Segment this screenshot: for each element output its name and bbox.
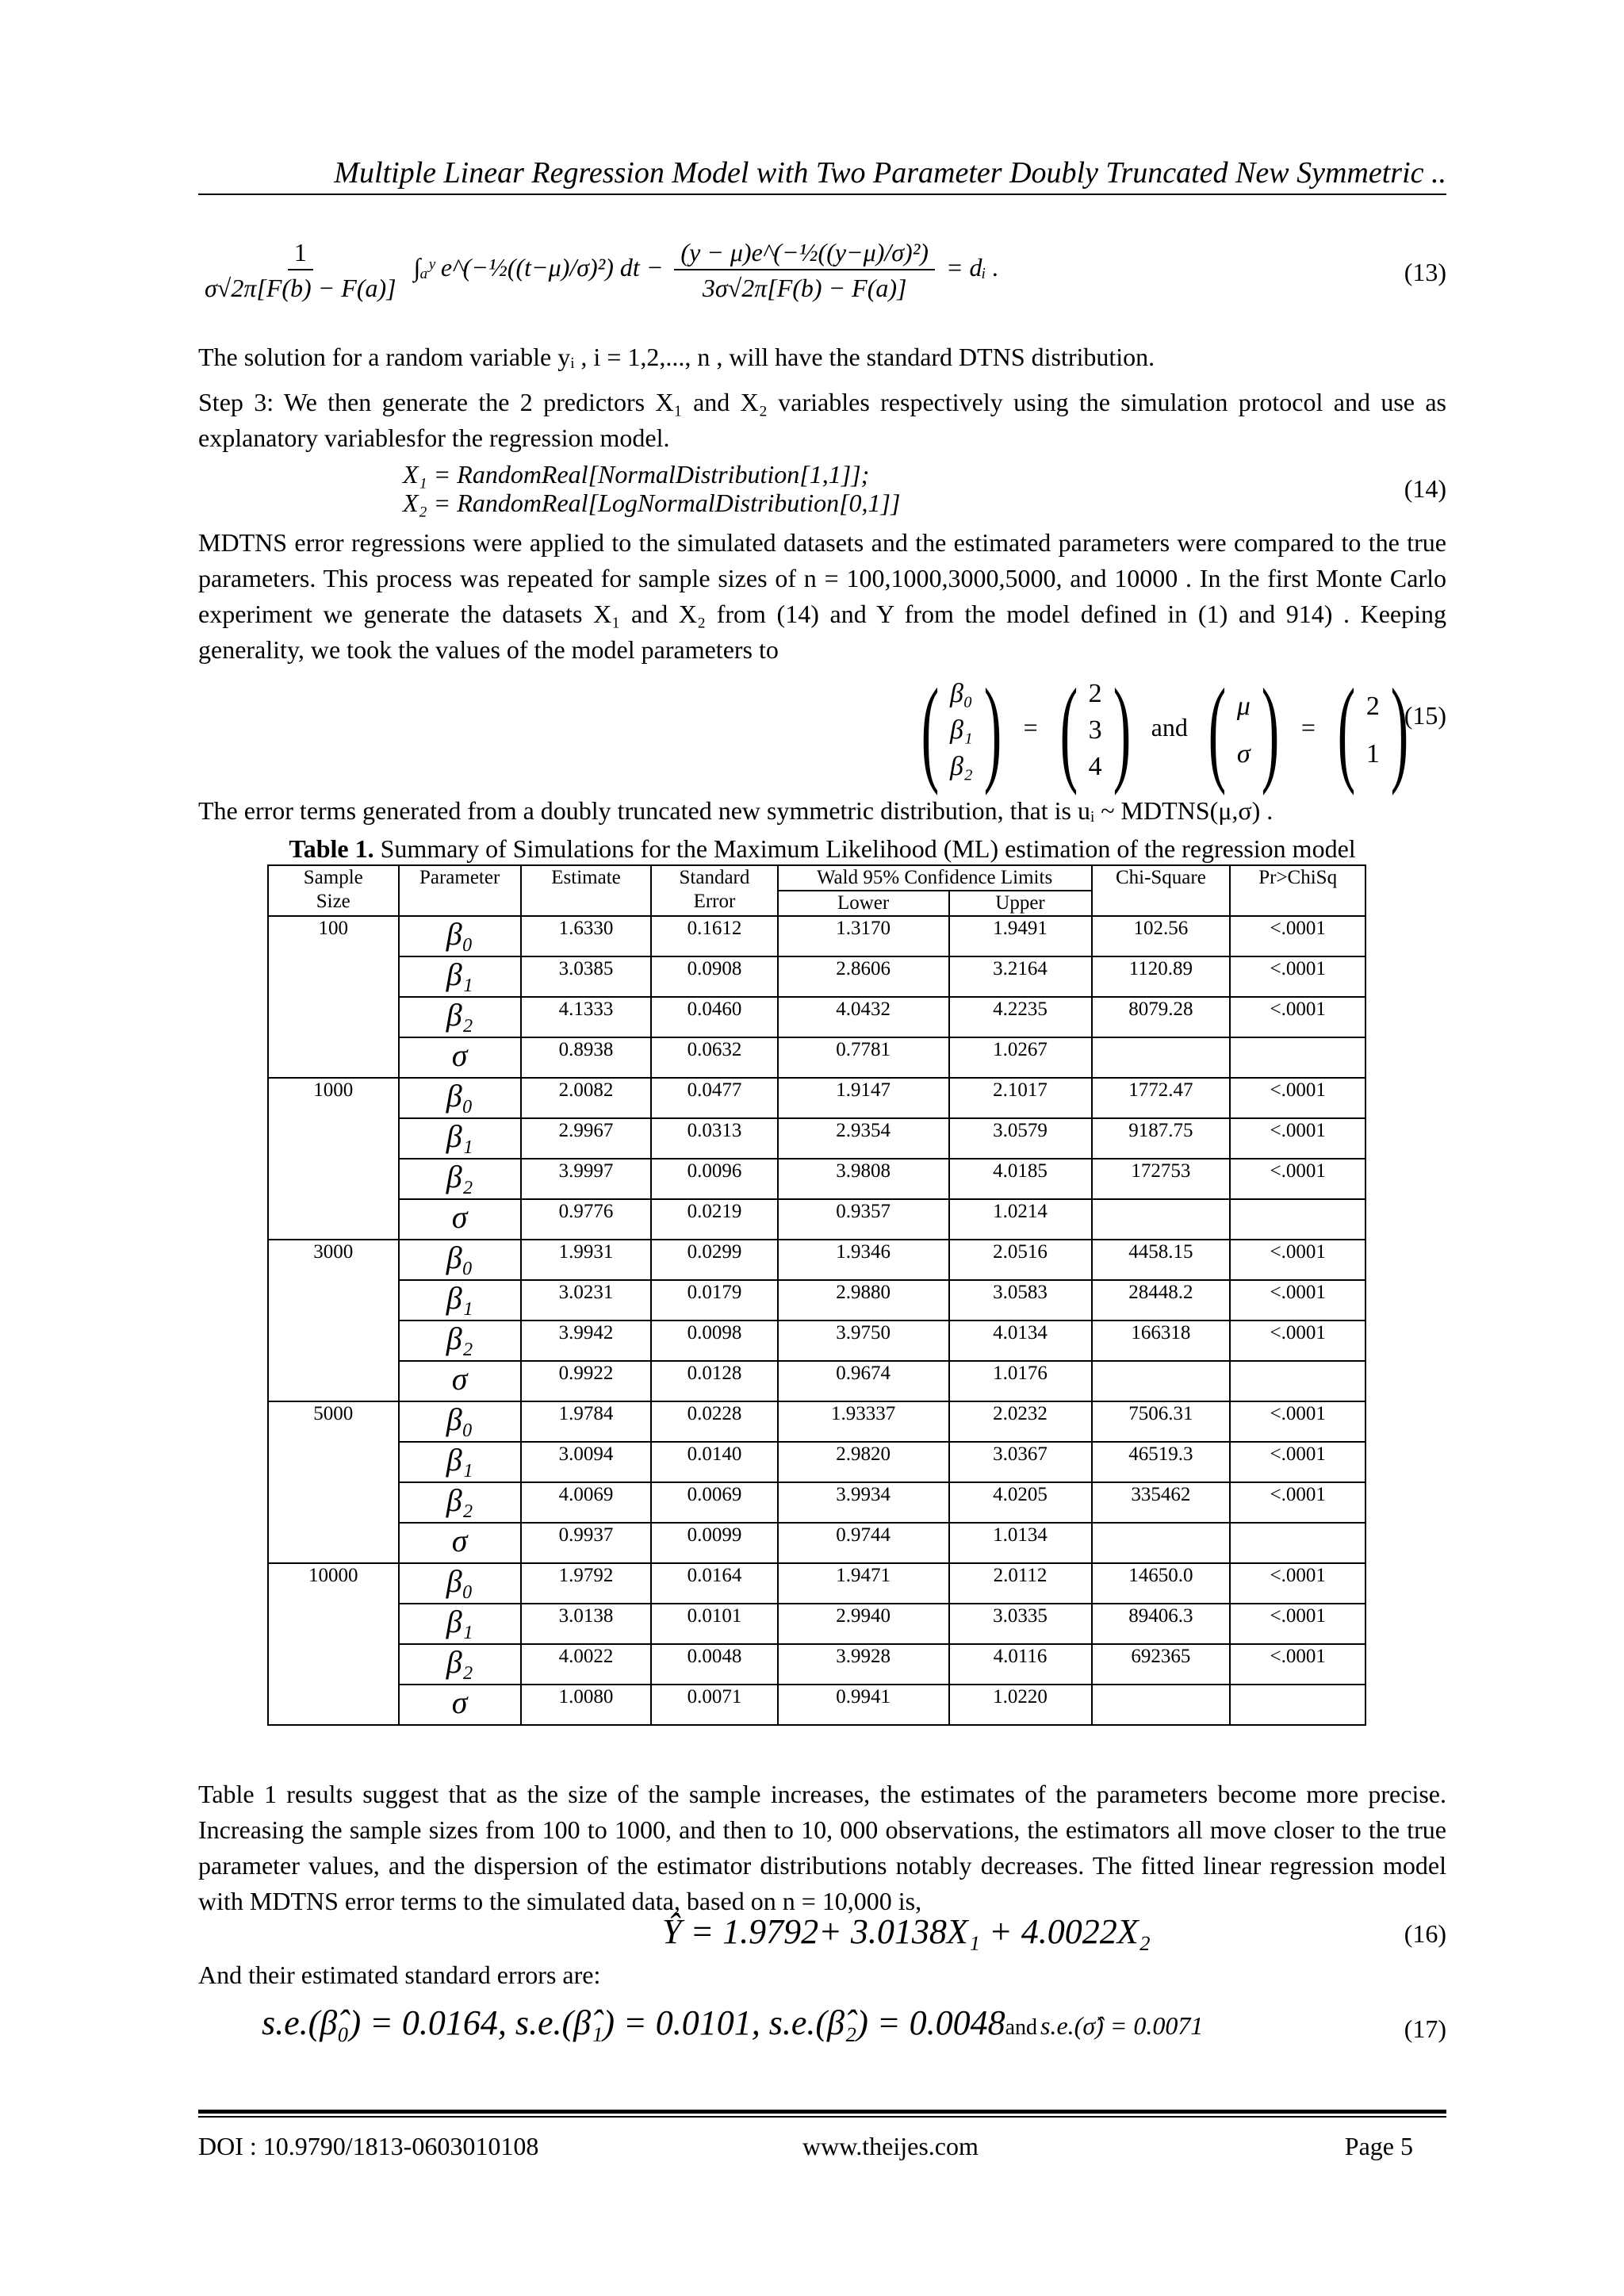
cell-lower: 1.9346 [778,1240,949,1280]
cell-chi-square: 9187.75 [1092,1118,1231,1159]
cell-std-error: 0.1612 [651,916,777,956]
paragraph-error-terms: The error terms generated from a doubly truncated new symmetric distribution, that is uᵢ ~ MDTNS(μ,σ) . [198,796,1274,825]
cell-std-error: 0.0477 [651,1078,777,1118]
cell-lower: 3.9934 [778,1482,949,1523]
header-pr-chisq: Pr>ChiSq [1230,865,1365,916]
cell-pr-chisq [1230,1037,1365,1078]
cell-parameter: β₁ [399,1118,521,1159]
cell-parameter: σ [399,1685,521,1725]
table-row [268,1442,1365,1482]
cell-lower: 2.8606 [778,956,949,997]
header-upper: Upper [949,891,1092,916]
cell-parameter: β₀ [399,1401,521,1442]
cell-estimate: 1.6330 [521,916,652,956]
table-row [268,1644,1365,1685]
cell-pr-chisq [1230,1685,1365,1725]
cell-chi-square: 8079.28 [1092,997,1231,1037]
cell-estimate: 4.0069 [521,1482,652,1523]
cell-pr-chisq: <.0001 [1230,1320,1365,1361]
eq15-beta1: β₁ [949,715,973,745]
cell-upper: 2.0232 [949,1401,1092,1442]
equation-14 [403,460,900,517]
eq15-mu-sigma-values: ( 2 1 ) [1337,665,1409,796]
eq13-rhs: = dᵢ . [945,253,999,282]
cell-std-error: 0.0098 [651,1320,777,1361]
equation-number-16: (16) [1404,1919,1446,1948]
cell-std-error: 0.0069 [651,1482,777,1523]
cell-pr-chisq: <.0001 [1230,1644,1365,1685]
table-row [268,916,1365,956]
cell-estimate: 1.0080 [521,1685,652,1725]
cell-pr-chisq: <.0001 [1230,1240,1365,1280]
eq15-val2: 4 [1088,752,1102,781]
cell-parameter: β₂ [399,1482,521,1523]
cell-lower: 3.9928 [778,1644,949,1685]
eq13-frac2-numerator: (y − μ)e^(−½((y−μ)/σ)²) [674,238,935,270]
cell-pr-chisq: <.0001 [1230,1563,1365,1604]
cell-std-error: 0.0908 [651,956,777,997]
cell-upper: 4.0205 [949,1482,1092,1523]
cell-pr-chisq [1230,1361,1365,1401]
cell-chi-square: 89406.3 [1092,1604,1231,1644]
cell-sample-size: 1000 [268,1078,399,1240]
cell-upper: 2.0516 [949,1240,1092,1280]
eq13-fraction-2 [674,238,935,303]
eq15-equals-1: = [1023,713,1038,742]
eq13-frac1-denominator: σ√2π[F(b) − F(a)] [205,274,396,302]
cell-chi-square: 28448.2 [1092,1280,1231,1320]
cell-std-error: 0.0632 [651,1037,777,1078]
cell-std-error: 0.0096 [651,1159,777,1199]
eq14-line-1: X₁ = RandomReal[NormalDistribution[1,1]]; [403,460,870,489]
header-lower: Lower [778,891,949,916]
cell-chi-square: 1120.89 [1092,956,1231,997]
table-row [268,1361,1365,1401]
eq15-beta2: β₂ [949,752,973,781]
cell-parameter: σ [399,1199,521,1240]
cell-lower: 3.9808 [778,1159,949,1199]
table-row [268,1523,1365,1563]
header-sample-size: Sample Size [268,865,399,916]
cell-parameter: β₀ [399,916,521,956]
simulation-table [267,864,1366,1726]
cell-std-error: 0.0219 [651,1199,777,1240]
cell-estimate: 0.9776 [521,1199,652,1240]
eq13-frac1-numerator: 1 [288,238,313,270]
cell-std-error: 0.0128 [651,1361,777,1401]
footer-rule-thin [198,2116,1446,2118]
cell-estimate: 0.9922 [521,1361,652,1401]
cell-lower: 1.93337 [778,1401,949,1442]
footer-page-number: Page 5 [1344,2132,1413,2160]
table-row [268,1482,1365,1523]
table-row [268,1159,1365,1199]
cell-estimate: 3.0385 [521,956,652,997]
cell-sample-size: 10000 [268,1563,399,1725]
cell-upper: 1.9491 [949,916,1092,956]
cell-estimate: 0.9937 [521,1523,652,1563]
cell-estimate: 2.0082 [521,1078,652,1118]
table-caption [198,834,1446,864]
cell-pr-chisq: <.0001 [1230,1118,1365,1159]
table-caption-text: Summary of Simulations for the Maximum Likelihood (ML) estimation of the regression model [373,834,1356,863]
cell-lower: 2.9880 [778,1280,949,1320]
cell-upper: 3.0579 [949,1118,1092,1159]
eq17-and: and [1005,2015,1038,2040]
footer-website-link[interactable]: www.theijes.com [802,2132,979,2160]
cell-std-error: 0.0228 [651,1401,777,1442]
cell-upper: 1.0134 [949,1523,1092,1563]
cell-upper: 1.0214 [949,1199,1092,1240]
cell-estimate: 3.9997 [521,1159,652,1199]
cell-lower: 1.3170 [778,916,949,956]
cell-parameter: β₂ [399,997,521,1037]
table-row [268,1240,1365,1280]
cell-estimate: 3.0138 [521,1604,652,1644]
cell-chi-square [1092,1523,1231,1563]
eq17-main: s.e.(β̂₀) = 0.0164, s.e.(β̂₁) = 0.0101, s.e.(β̂₂) = 0.0048 [262,2003,1005,2042]
equation-15 [910,665,1419,796]
eq15-beta0: β₀ [949,679,973,708]
cell-upper: 4.2235 [949,997,1092,1037]
table-row [268,1280,1365,1320]
cell-lower: 1.9147 [778,1078,949,1118]
cell-chi-square: 14650.0 [1092,1563,1231,1604]
cell-parameter: β₁ [399,956,521,997]
cell-std-error: 0.0313 [651,1118,777,1159]
cell-std-error: 0.0101 [651,1604,777,1644]
table-row [268,1320,1365,1361]
cell-upper: 4.0134 [949,1320,1092,1361]
eq17-tail: s.e.(σ̂) = 0.0071 [1040,2011,1204,2040]
cell-estimate: 1.9784 [521,1401,652,1442]
cell-std-error: 0.0140 [651,1442,777,1482]
cell-chi-square: 7506.31 [1092,1401,1231,1442]
cell-std-error: 0.0179 [651,1280,777,1320]
table-row [268,997,1365,1037]
cell-pr-chisq: <.0001 [1230,997,1365,1037]
eq13-frac2-denominator: 3σ√2π[F(b) − F(a)] [702,274,907,302]
cell-std-error: 0.0048 [651,1644,777,1685]
equation-number-13: (13) [1404,258,1446,286]
table-caption-label: Table 1. [289,834,374,863]
cell-std-error: 0.0071 [651,1685,777,1725]
cell-upper: 3.2164 [949,956,1092,997]
eq15-val0: 2 [1088,679,1102,708]
header-wald: Wald 95% Confidence Limits [778,865,1092,891]
table-row [268,1604,1365,1644]
cell-estimate: 3.0231 [521,1280,652,1320]
cell-std-error: 0.0299 [651,1240,777,1280]
cell-estimate: 3.0094 [521,1442,652,1482]
cell-estimate: 1.9931 [521,1240,652,1280]
cell-lower: 2.9820 [778,1442,949,1482]
cell-pr-chisq: <.0001 [1230,1482,1365,1523]
equation-number-15: (15) [1404,701,1446,730]
cell-parameter: β₀ [399,1563,521,1604]
cell-pr-chisq: <.0001 [1230,1159,1365,1199]
cell-sample-size: 3000 [268,1240,399,1401]
cell-pr-chisq: <.0001 [1230,1280,1365,1320]
paragraph-step3: Step 3: We then generate the 2 predictors X₁ and X₂ variables respectively using the simulation protocol and use as explanatory variablesfor the regression model. [198,388,1446,452]
cell-lower: 4.0432 [778,997,949,1037]
cell-sample-size: 100 [268,916,399,1078]
footer-doi: DOI : 10.9790/1813-0603010108 [198,2132,539,2160]
cell-chi-square [1092,1361,1231,1401]
cell-chi-square: 172753 [1092,1159,1231,1199]
cell-upper: 3.0335 [949,1604,1092,1644]
equation-13 [198,238,999,303]
eq13-integral: ∫ₐʸ e^(−½((t−μ)/σ)²) dt − [413,253,664,282]
header-chi-square: Chi-Square [1092,865,1231,916]
equation-16: Ŷ = 1.9792+ 3.0138X₁ + 4.0022X₂ [662,1912,1151,1951]
cell-estimate: 4.0022 [521,1644,652,1685]
table-header-row-1 [268,865,1365,891]
equation-number-17: (17) [1404,2014,1446,2043]
eq15-beta-vector: ( β₀ β₁ β₂ ) [921,665,1002,796]
cell-upper: 3.0583 [949,1280,1092,1320]
cell-parameter: β₀ [399,1078,521,1118]
cell-pr-chisq: <.0001 [1230,1442,1365,1482]
cell-pr-chisq: <.0001 [1230,1604,1365,1644]
eq15-mu-sigma-vector: ( μ σ ) [1208,665,1280,796]
cell-lower: 2.9940 [778,1604,949,1644]
table-row [268,956,1365,997]
equation-number-14: (14) [1404,474,1446,503]
cell-upper: 1.0267 [949,1037,1092,1078]
eq15-sigma: σ [1236,739,1251,769]
footer-rule-thick [198,2110,1446,2114]
cell-upper: 4.0116 [949,1644,1092,1685]
cell-parameter: σ [399,1037,521,1078]
cell-estimate: 3.9942 [521,1320,652,1361]
cell-std-error: 0.0460 [651,997,777,1037]
table-row [268,1563,1365,1604]
header-rule [198,194,1446,195]
cell-chi-square: 335462 [1092,1482,1231,1523]
cell-chi-square: 692365 [1092,1644,1231,1685]
cell-sample-size: 5000 [268,1401,399,1563]
cell-estimate: 2.9967 [521,1118,652,1159]
cell-pr-chisq: <.0001 [1230,916,1365,956]
eq15-value-vector: ( 2 3 4 ) [1059,665,1131,796]
running-header: Multiple Linear Regression Model with Two Parameter Doubly Truncated New Symmetric .. [334,156,1446,190]
cell-std-error: 0.0164 [651,1563,777,1604]
cell-upper: 2.1017 [949,1078,1092,1118]
cell-upper: 1.0220 [949,1685,1092,1725]
cell-chi-square [1092,1685,1231,1725]
cell-parameter: β₁ [399,1442,521,1482]
cell-chi-square [1092,1199,1231,1240]
table-row [268,1685,1365,1725]
header-estimate: Estimate [521,865,652,916]
eq14-line-2: X₂ = RandomReal[LogNormalDistribution[0,1]] [403,489,901,517]
cell-chi-square: 4458.15 [1092,1240,1231,1280]
cell-chi-square: 1772.47 [1092,1078,1231,1118]
cell-parameter: β₂ [399,1320,521,1361]
cell-lower: 0.9941 [778,1685,949,1725]
cell-lower: 0.9357 [778,1199,949,1240]
eq15-mu-val: 2 [1365,692,1380,721]
cell-parameter: β₂ [399,1644,521,1685]
cell-lower: 0.9674 [778,1361,949,1401]
table-row [268,1078,1365,1118]
cell-std-error: 0.0099 [651,1523,777,1563]
cell-chi-square: 102.56 [1092,916,1231,956]
header-standard-error: Standard Error [651,865,777,916]
cell-lower: 2.9354 [778,1118,949,1159]
table-row [268,1401,1365,1442]
cell-pr-chisq: <.0001 [1230,1078,1365,1118]
cell-parameter: β₁ [399,1604,521,1644]
cell-parameter: σ [399,1523,521,1563]
cell-upper: 4.0185 [949,1159,1092,1199]
cell-parameter: β₁ [399,1280,521,1320]
paragraph-solution: The solution for a random variable yᵢ , i = 1,2,..., n , will have the standard DTNS distribution. [198,343,1155,371]
table-row [268,1118,1365,1159]
cell-upper: 3.0367 [949,1442,1092,1482]
cell-upper: 1.0176 [949,1361,1092,1401]
cell-parameter: σ [399,1361,521,1401]
paragraph-std-errors: And their estimated standard errors are: [198,1961,601,1989]
eq15-val1: 3 [1088,715,1102,745]
cell-lower: 1.9471 [778,1563,949,1604]
cell-chi-square [1092,1037,1231,1078]
eq15-sigma-val: 1 [1365,739,1380,769]
cell-lower: 3.9750 [778,1320,949,1361]
cell-pr-chisq [1230,1523,1365,1563]
cell-parameter: β₀ [399,1240,521,1280]
table-row [268,1037,1365,1078]
eq15-equals-2: = [1300,713,1316,742]
cell-estimate: 1.9792 [521,1563,652,1604]
cell-parameter: β₂ [399,1159,521,1199]
cell-estimate: 0.8938 [521,1037,652,1078]
cell-pr-chisq: <.0001 [1230,956,1365,997]
eq15-and: and [1151,713,1188,742]
header-parameter: Parameter [399,865,521,916]
cell-upper: 2.0112 [949,1563,1092,1604]
eq13-fraction-1 [198,238,403,303]
cell-lower: 0.7781 [778,1037,949,1078]
table-row [268,1199,1365,1240]
cell-chi-square: 166318 [1092,1320,1231,1361]
cell-chi-square: 46519.3 [1092,1442,1231,1482]
paragraph-results: Table 1 results suggest that as the size of the sample increases, the estimates of the parameters become more precise. Increasing the sample sizes from 100 to 1000, and then to 10, 000 observations, the estimators all move closer to the true parameter values, and the dispersion of the estimator distributions notably decreases. The fitted linear regression model with MDTNS error terms to the simulated data, based on n = 10,000 is, [198,1780,1446,1915]
cell-lower: 0.9744 [778,1523,949,1563]
eq15-mu: μ [1236,692,1251,721]
cell-pr-chisq [1230,1199,1365,1240]
cell-pr-chisq: <.0001 [1230,1401,1365,1442]
paragraph-mdtns: MDTNS error regressions were applied to the simulated datasets and the estimated parameters were compared to the true parameters. This process was repeated for sample sizes of n = 100,1000,3000,5000, and 10000 . In the first Monte Carlo experiment we generate the datasets X₁ and X₂ from (14) and Y from the model defined in (1) and 914) . Keeping generality, we took the values of the model parameters to [198,528,1446,664]
equation-17 [262,2003,1203,2043]
cell-estimate: 4.1333 [521,997,652,1037]
